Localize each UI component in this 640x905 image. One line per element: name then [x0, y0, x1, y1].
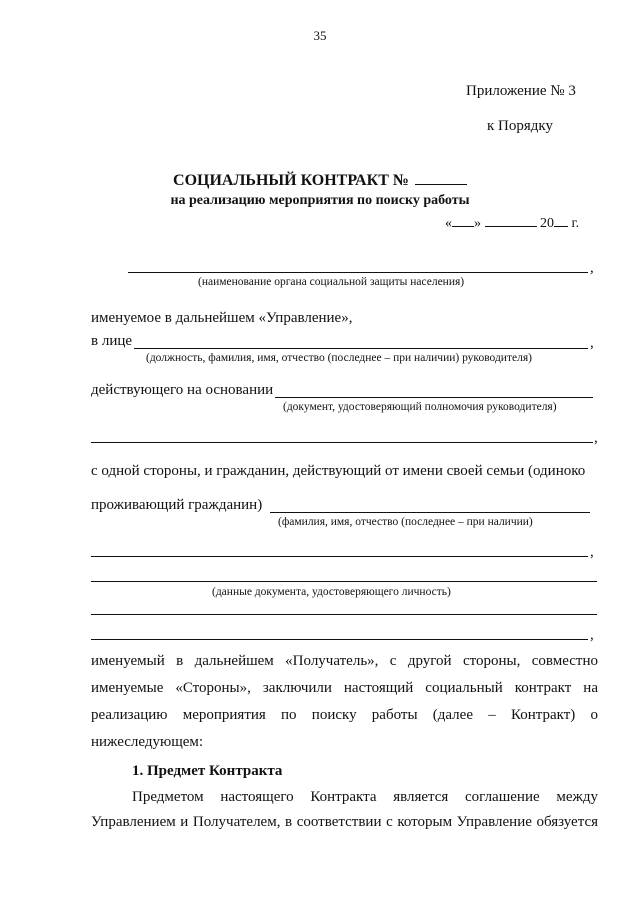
- one-side-text: с одной стороны, и гражданин, действующий от имени своей семьи (одиноко: [91, 463, 586, 479]
- identity-comma: ,: [590, 627, 594, 643]
- org-name-comma: ,: [590, 260, 594, 276]
- contract-number-blank[interactable]: [415, 184, 467, 185]
- date-month-blank[interactable]: [485, 214, 537, 227]
- appendix-reference: к Порядку: [487, 118, 553, 134]
- recipient-line: нижеследующем:: [91, 734, 204, 750]
- citizen-comma: ,: [590, 544, 594, 560]
- acting-basis-caption: (документ, удостоверяющий полномочия руководителя): [283, 401, 557, 413]
- referred-management-text: именуемое в дальнейшем «Управление»,: [91, 310, 353, 326]
- in-person-comma: ,: [590, 335, 594, 351]
- citizen-name-caption: (фамилия, имя, отчество (последнее – при наличии): [278, 516, 533, 528]
- section-line-1: Предметом настоящего Контракта является соглашение между: [132, 789, 598, 805]
- appendix-label: Приложение № 3: [466, 83, 576, 99]
- acting-basis-comma: ,: [594, 430, 598, 446]
- in-person-line[interactable]: [134, 348, 588, 349]
- date-year-blank[interactable]: [554, 214, 568, 227]
- citizen-line-2[interactable]: [91, 556, 588, 557]
- in-person-caption: (должность, фамилия, имя, отчество (последнее – при наличии) руководителя): [146, 352, 532, 364]
- acting-basis-line[interactable]: [275, 397, 593, 398]
- recipient-line: именуемый в дальнейшем «Получатель», с другой стороны, совместно: [91, 653, 598, 669]
- contract-title-text: СОЦИАЛЬНЫЙ КОНТРАКТ №: [173, 172, 409, 189]
- recipient-line: реализацию мероприятия по поиску работы (далее – Контракт) о: [91, 707, 598, 723]
- identity-line-3[interactable]: [91, 639, 588, 640]
- contract-title: [0, 172, 640, 190]
- section-heading: 1. Предмет Контракта: [132, 763, 283, 779]
- acting-basis-line-2[interactable]: [91, 442, 593, 443]
- identity-line-2[interactable]: [91, 614, 597, 615]
- section-line-2: Управлением и Получателем, в соответствии с которым Управление обязуется: [91, 814, 598, 830]
- org-name-line[interactable]: [128, 272, 588, 273]
- date-day-blank[interactable]: [452, 214, 474, 227]
- org-name-caption: (наименование органа социальной защиты населения): [198, 276, 465, 288]
- date-year-suffix: г.: [571, 216, 580, 231]
- page-number: 35: [313, 28, 327, 43]
- date-year-prefix: 20: [540, 216, 554, 231]
- citizen-name-line[interactable]: [270, 512, 590, 513]
- date-quote-open: «: [445, 216, 452, 231]
- recipient-line: именуемые «Стороны», заключили настоящий социальный контракт на: [91, 680, 598, 696]
- contract-subtitle: на реализацию мероприятия по поиску работы: [170, 193, 470, 208]
- identity-line-1[interactable]: [91, 581, 597, 582]
- in-person-label: в лице: [91, 333, 133, 349]
- acting-basis-label: действующего на основании: [91, 382, 274, 398]
- date-quote-close: »: [474, 216, 481, 231]
- recipient-paragraph: [91, 648, 598, 756]
- date-line: [445, 214, 579, 232]
- living-citizen-label: проживающий гражданин): [91, 497, 263, 513]
- identity-caption: (данные документа, удостоверяющего личность): [212, 586, 451, 598]
